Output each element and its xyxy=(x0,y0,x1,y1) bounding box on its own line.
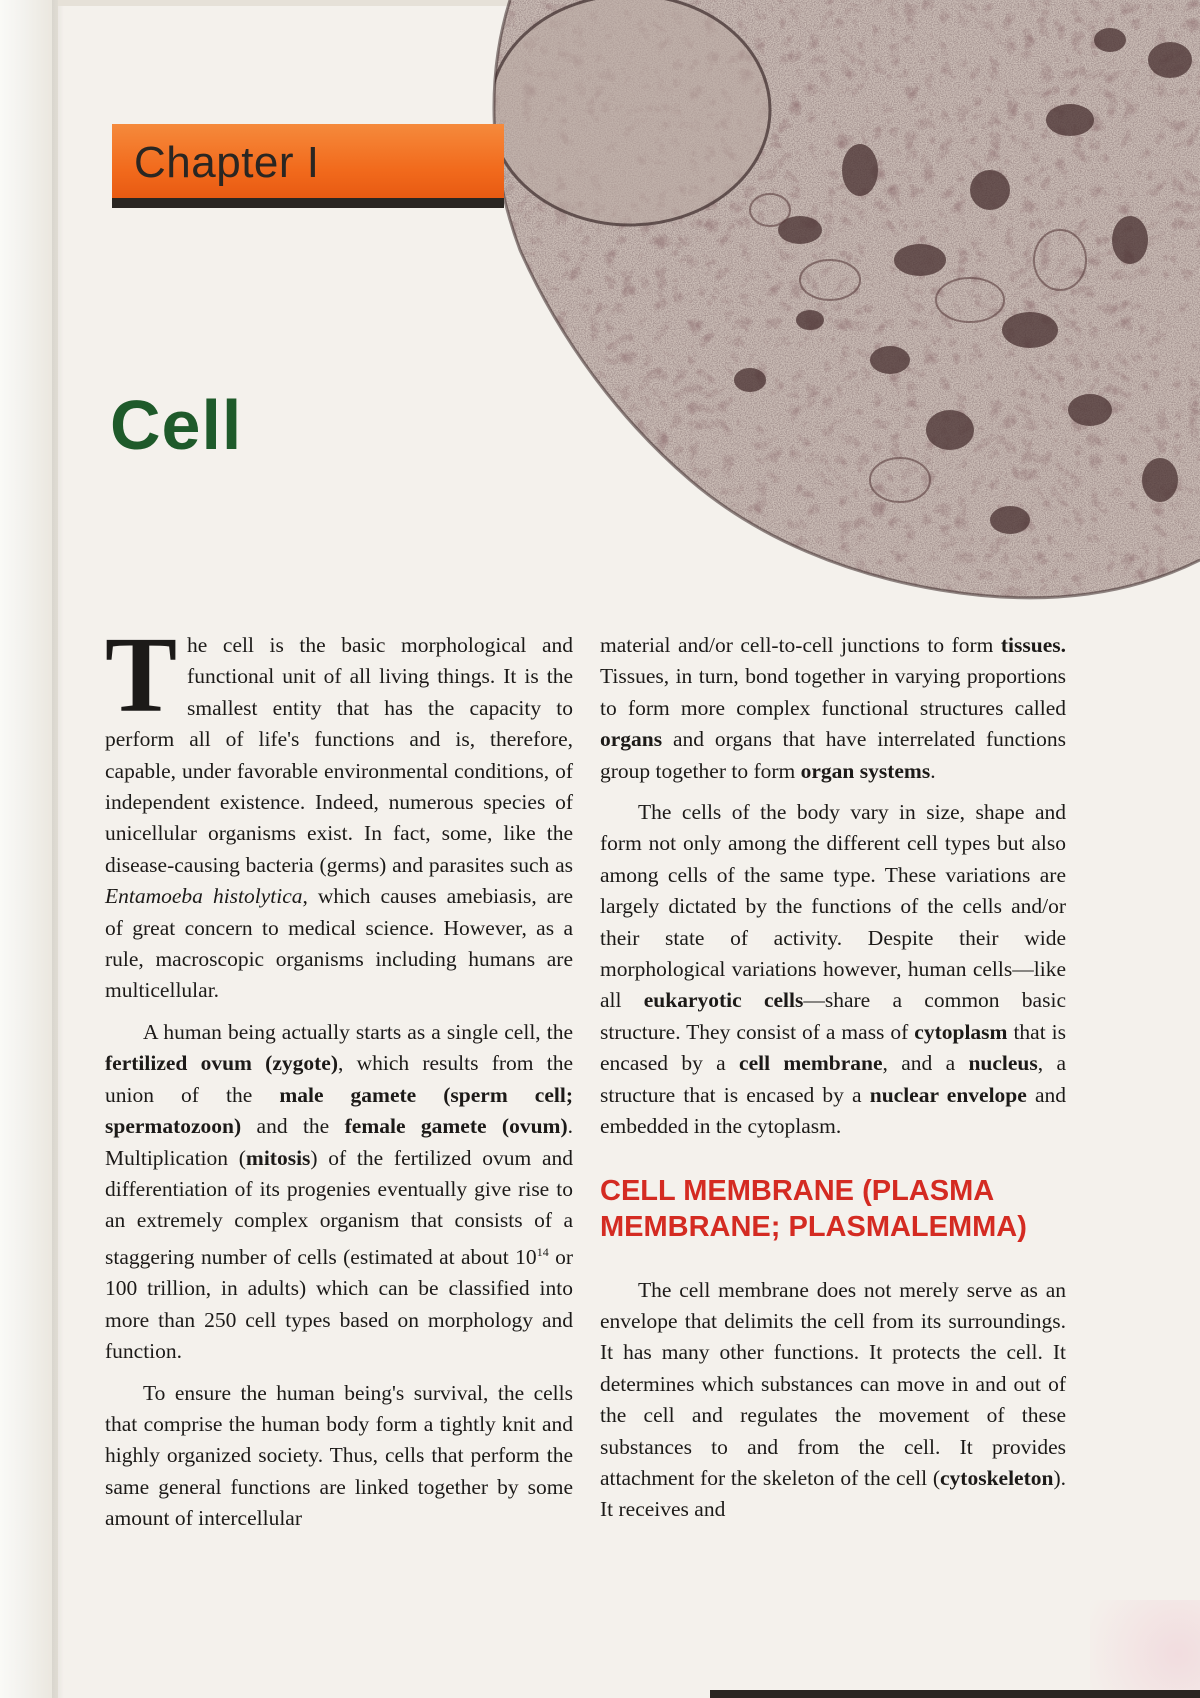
text-run: ). It receives and xyxy=(600,1465,1066,1522)
bold-term: cytoplasm xyxy=(914,1019,1008,1044)
bold-term: mitosis xyxy=(245,1145,311,1170)
text-run: ) of the fertilized ovum and differentiation of its progenies eventually give rise to an extremely complex organism that consists of a staggering number of cells (estimated at about 10 xyxy=(105,1145,573,1269)
page-gutter-shadow xyxy=(52,0,64,1698)
text-run: , and a xyxy=(882,1051,969,1076)
italic-term: Entamoeba histolytica xyxy=(105,884,303,909)
intro-paragraph xyxy=(105,616,573,1007)
text-run: material and/or cell-to-cell junctions to form xyxy=(600,633,1001,657)
text-run: that is encased by a xyxy=(600,1019,1066,1076)
text-run: . xyxy=(930,758,936,783)
bold-term: tissues. xyxy=(1000,633,1066,657)
text-run: A human being actually starts as a single cell, the xyxy=(143,1019,573,1044)
cell-micrograph-image xyxy=(470,0,1200,620)
bold-term: male gamete (sperm cell; spermatozoon) xyxy=(105,1082,573,1139)
chapter-banner xyxy=(112,124,504,208)
bold-term: female gamete (ovum) xyxy=(344,1114,568,1139)
bold-term: cytoskeleton xyxy=(940,1465,1054,1490)
text-run: The cells of the body vary in size, shape and form not only among the different cell types but also among cells of the same type. These variations are largely dictated by the functions of the cells and/or their state of activity. Despite their wide morphological variations however, human cells—like all xyxy=(600,800,1066,1013)
text-run: , which causes amebiasis, are of great concern to medical science. However, as a rule, macroscopic organisms including humans are multicellular. xyxy=(105,884,573,1003)
text-run: or 100 trillion, in adults) which can be classified into more than 250 cell types based on morphology and function. xyxy=(105,1244,573,1364)
text-run: , which results from the union of the xyxy=(105,1051,573,1107)
text-run: —share a common basic structure. They consist of a mass of xyxy=(600,988,1066,1044)
bold-term: cell membrane xyxy=(739,1051,883,1076)
bold-term: nuclear envelope xyxy=(869,1082,1027,1107)
section-heading: CELL MEMBRANE (PLASMA MEMBRANE; PLASMALEMMA) xyxy=(600,1174,1027,1243)
bold-term: organ systems xyxy=(800,758,931,783)
bold-term: nucleus xyxy=(968,1051,1038,1076)
paragraph-membrane xyxy=(600,1275,1066,1526)
bold-term: organs xyxy=(600,727,663,752)
paragraph-zygote xyxy=(105,1017,573,1368)
text-run: and organs that have interrelated functions group together to form xyxy=(600,727,1066,783)
text-run: Tissues, in turn, bond together in varying proportions to form more complex functional structures called xyxy=(600,664,1066,720)
text-run: The cell membrane does not merely serve as an envelope that delimits the cell from its surroundings. It has many other functions. It protects the cell. It determines which substances can move in and out of the cell and regulates the movement of these substances to and from the cell. It provides attachment for the skeleton of the cell ( xyxy=(600,1277,1066,1490)
text-run: . Multiplication ( xyxy=(105,1114,573,1170)
superscript: 14 xyxy=(536,1244,549,1259)
chapter-label: Chapter I xyxy=(134,138,320,187)
left-column xyxy=(105,616,573,1545)
drop-cap: T xyxy=(105,616,178,735)
paragraph-society xyxy=(105,1378,573,1535)
page-edge xyxy=(0,0,58,1698)
text-run: and the xyxy=(241,1114,345,1139)
text-run: he cell is the basic morphological and functional unit of all living things. It is the smallest entity that has the capacity to perform all of life's functions and is, therefore, capable, under favorable environmental conditions, of independent existence. Indeed, numerous species of unicellular organisms exist. In fact, some, like the disease-causing bacteria (germs) and parasites such as xyxy=(105,633,573,877)
text-run: , a structure that is encased by a xyxy=(600,1051,1066,1107)
bottom-rule xyxy=(710,1690,1200,1698)
text-run: and embedded in the cytoplasm. xyxy=(600,1082,1066,1139)
chapter-title: Cell xyxy=(110,386,243,464)
text-run: To ensure the human being's survival, the cells that comprise the human body form a tightly knit and highly organized society. Thus, cells that perform the same general functions are linked together by some amount of intercellular xyxy=(105,1380,573,1531)
right-column xyxy=(600,630,1066,1536)
bold-term: fertilized ovum (zygote) xyxy=(105,1051,338,1076)
paragraph-variation xyxy=(600,797,1066,1142)
bold-term: eukaryotic cells xyxy=(643,988,804,1013)
paragraph-tissues xyxy=(600,630,1066,787)
corner-tint xyxy=(1090,1600,1200,1690)
